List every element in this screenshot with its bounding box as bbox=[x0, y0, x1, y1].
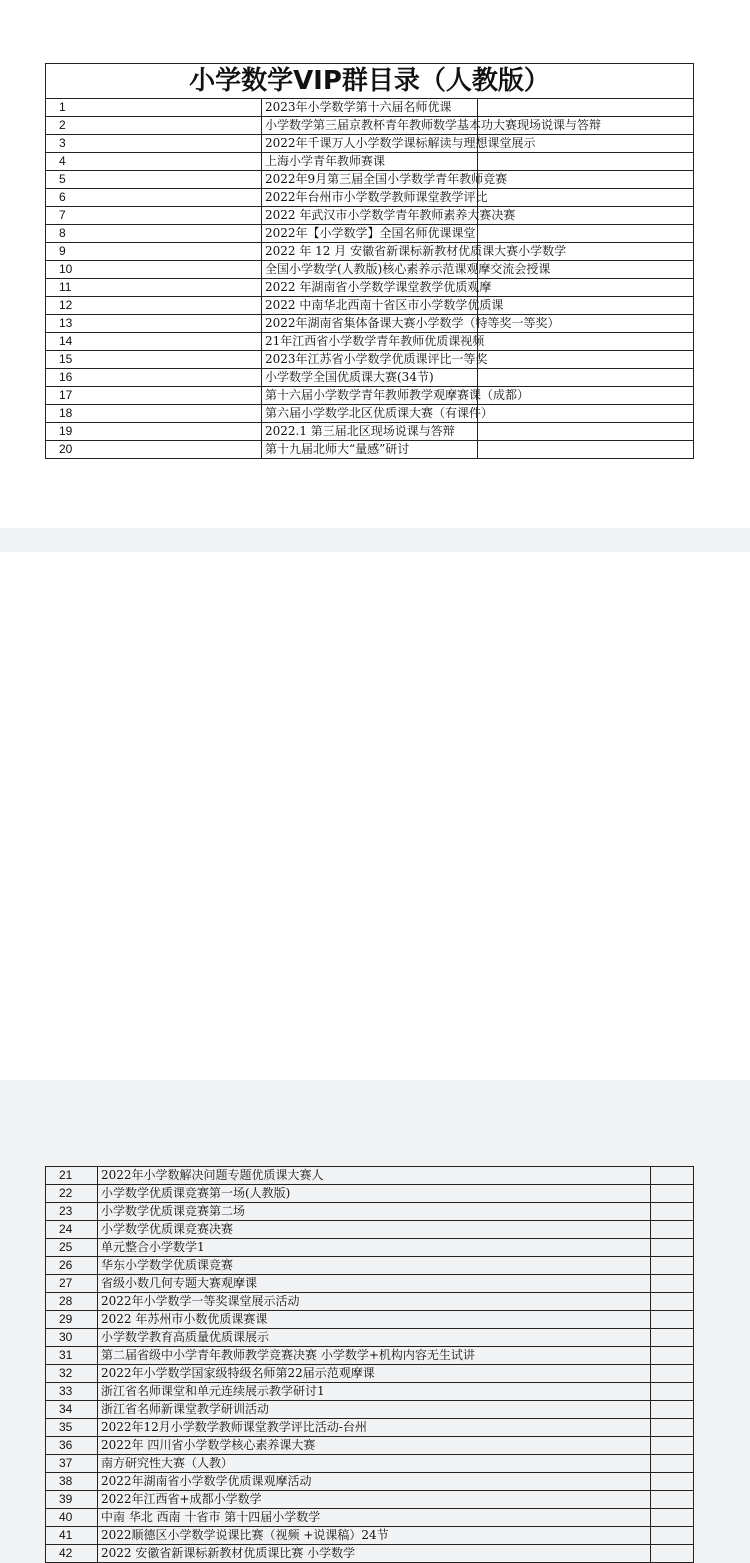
table-row bbox=[46, 1419, 694, 1437]
row-number: 20 bbox=[46, 441, 262, 459]
table-row bbox=[46, 153, 694, 171]
row-number: 1 bbox=[46, 99, 262, 117]
table-row bbox=[46, 171, 694, 189]
row-number: 35 bbox=[46, 1419, 98, 1437]
row-title: 小学数学教育高质量优质课展示 bbox=[98, 1329, 651, 1347]
table-row bbox=[46, 1401, 694, 1419]
row-blank-cell bbox=[651, 1329, 694, 1347]
table-row bbox=[46, 1329, 694, 1347]
row-number: 38 bbox=[46, 1473, 98, 1491]
table-row bbox=[46, 1167, 694, 1185]
row-title: 21年江西省小学数学青年教师优质课视频 bbox=[262, 333, 478, 351]
table-row bbox=[46, 243, 694, 261]
row-title: 小学数学第三届京教杯青年教师数学基本功大赛现场说课与答辩 bbox=[262, 117, 478, 135]
row-blank-cell bbox=[478, 333, 694, 351]
table-row bbox=[46, 1239, 694, 1257]
row-number: 40 bbox=[46, 1509, 98, 1527]
row-blank-cell bbox=[478, 279, 694, 297]
table-row bbox=[46, 99, 694, 117]
row-blank-cell bbox=[651, 1437, 694, 1455]
row-title: 2022 年 12 月 安徽省新课标新教材优质课大赛小学数学 bbox=[262, 243, 478, 261]
row-title: 浙江省名师课堂和单元连续展示教学研讨1 bbox=[98, 1383, 651, 1401]
row-blank-cell bbox=[478, 99, 694, 117]
row-title: 2023年江苏省小学数学优质课评比一等奖 bbox=[262, 351, 478, 369]
row-number: 13 bbox=[46, 315, 262, 333]
row-number: 41 bbox=[46, 1527, 98, 1545]
row-title: 全国小学数学(人教版)核心素养示范课观摩交流会授课 bbox=[262, 261, 478, 279]
row-number: 21 bbox=[46, 1167, 98, 1185]
table-row bbox=[46, 387, 694, 405]
row-title: 上海小学青年教师赛课 bbox=[262, 153, 478, 171]
row-number: 29 bbox=[46, 1311, 98, 1329]
row-blank-cell bbox=[478, 405, 694, 423]
row-number: 2 bbox=[46, 117, 262, 135]
table-row bbox=[46, 1203, 694, 1221]
table-row bbox=[46, 189, 694, 207]
catalog-table-1 bbox=[45, 63, 694, 459]
row-title: 2022 中南华北西南十省区市小学数学优质课 bbox=[262, 297, 478, 315]
row-title: 2022年【小学数学】全国名师优课课堂 bbox=[262, 225, 478, 243]
row-number: 37 bbox=[46, 1455, 98, 1473]
row-title: 第二届省级中小学青年教师教学竞赛决赛 小学数学+机构内容无生试讲 bbox=[98, 1347, 651, 1365]
row-number: 10 bbox=[46, 261, 262, 279]
row-title: 2022年江西省+成都小学数学 bbox=[98, 1491, 651, 1509]
row-title: 2022 安徽省新课标新教材优质课比赛 小学数学 bbox=[98, 1545, 651, 1563]
row-number: 24 bbox=[46, 1221, 98, 1239]
row-title: 小学数学优质课竞赛决赛 bbox=[98, 1221, 651, 1239]
table-row bbox=[46, 1545, 694, 1563]
row-blank-cell bbox=[651, 1383, 694, 1401]
row-number: 9 bbox=[46, 243, 262, 261]
title-row bbox=[46, 64, 694, 99]
row-blank-cell bbox=[478, 189, 694, 207]
row-blank-cell bbox=[478, 297, 694, 315]
table-row bbox=[46, 1473, 694, 1491]
page-2 bbox=[0, 552, 750, 1560]
table-row bbox=[46, 1311, 694, 1329]
row-blank-cell bbox=[651, 1275, 694, 1293]
row-title: 第十九届北师大“量感”研讨 bbox=[262, 441, 478, 459]
row-blank-cell bbox=[651, 1311, 694, 1329]
row-blank-cell bbox=[478, 153, 694, 171]
row-number: 23 bbox=[46, 1203, 98, 1221]
row-blank-cell bbox=[651, 1545, 694, 1563]
row-title: 2022年千课万人小学数学课标解读与理想课堂展示 bbox=[262, 135, 478, 153]
row-title: 2022年 四川省小学数学核心素养课大赛 bbox=[98, 1437, 651, 1455]
table-row bbox=[46, 423, 694, 441]
row-blank-cell bbox=[651, 1293, 694, 1311]
table-row bbox=[46, 135, 694, 153]
row-blank-cell bbox=[478, 423, 694, 441]
row-number: 18 bbox=[46, 405, 262, 423]
table-row bbox=[46, 1509, 694, 1527]
row-title: 南方研究性大赛（人教） bbox=[98, 1455, 651, 1473]
row-blank-cell bbox=[651, 1365, 694, 1383]
row-number: 42 bbox=[46, 1545, 98, 1563]
row-number: 7 bbox=[46, 207, 262, 225]
row-number: 5 bbox=[46, 171, 262, 189]
row-blank-cell bbox=[651, 1455, 694, 1473]
row-blank-cell bbox=[651, 1185, 694, 1203]
row-title: 2022.1 第三届北区现场说课与答辩 bbox=[262, 423, 478, 441]
row-title: 2022年小学数学一等奖课堂展示活动 bbox=[98, 1293, 651, 1311]
row-title: 小学数学优质课竞赛第一场(人教版) bbox=[98, 1185, 651, 1203]
row-title: 2022顺德区小学数学说课比赛（视频 +说课稿）24节 bbox=[98, 1527, 651, 1545]
row-blank-cell bbox=[651, 1491, 694, 1509]
table-row bbox=[46, 225, 694, 243]
row-number: 22 bbox=[46, 1185, 98, 1203]
table-row bbox=[46, 207, 694, 225]
row-title: 第六届小学数学北区优质课大赛（有课件） bbox=[262, 405, 478, 423]
row-blank-cell bbox=[651, 1527, 694, 1545]
row-blank-cell bbox=[478, 171, 694, 189]
row-number: 28 bbox=[46, 1293, 98, 1311]
table-row bbox=[46, 405, 694, 423]
row-blank-cell bbox=[651, 1239, 694, 1257]
row-title: 单元整合小学数学1 bbox=[98, 1239, 651, 1257]
row-title: 2022 年武汉市小学数学青年教师素养大赛决赛 bbox=[262, 207, 478, 225]
row-title: 2022 年湖南省小学数学课堂教学优质观摩 bbox=[262, 279, 478, 297]
row-number: 30 bbox=[46, 1329, 98, 1347]
row-blank-cell bbox=[651, 1509, 694, 1527]
row-title: 2023年小学数学第十六届名师优课 bbox=[262, 99, 478, 117]
row-number: 8 bbox=[46, 225, 262, 243]
row-number: 14 bbox=[46, 333, 262, 351]
row-blank-cell bbox=[478, 441, 694, 459]
row-blank-cell bbox=[651, 1257, 694, 1275]
row-title: 2022年小学数学国家级特级名师第22届示范观摩课 bbox=[98, 1365, 651, 1383]
table-row bbox=[46, 333, 694, 351]
table-row bbox=[46, 351, 694, 369]
row-number: 34 bbox=[46, 1401, 98, 1419]
row-blank-cell bbox=[651, 1203, 694, 1221]
table-row bbox=[46, 1221, 694, 1239]
row-number: 6 bbox=[46, 189, 262, 207]
row-title: 小学数学全国优质课大赛(34节) bbox=[262, 369, 478, 387]
table-row bbox=[46, 1347, 694, 1365]
row-blank-cell bbox=[651, 1221, 694, 1239]
row-number: 33 bbox=[46, 1383, 98, 1401]
table-row bbox=[46, 297, 694, 315]
table-row bbox=[46, 279, 694, 297]
row-title: 第十六届小学数学青年教师教学观摩赛课（成都） bbox=[262, 387, 478, 405]
table-row bbox=[46, 369, 694, 387]
row-title: 2022年12月小学数学教师课堂教学评比活动-台州 bbox=[98, 1419, 651, 1437]
table-row bbox=[46, 1365, 694, 1383]
row-number: 15 bbox=[46, 351, 262, 369]
table-row bbox=[46, 1527, 694, 1545]
row-title: 省级小数几何专题大赛观摩课 bbox=[98, 1275, 651, 1293]
row-number: 31 bbox=[46, 1347, 98, 1365]
row-title: 2022年湖南省小学数学优质课观摩活动 bbox=[98, 1473, 651, 1491]
row-blank-cell bbox=[478, 351, 694, 369]
row-number: 17 bbox=[46, 387, 262, 405]
row-title: 2022年9月第三届全国小学数学青年教师竞赛 bbox=[262, 171, 478, 189]
row-number: 39 bbox=[46, 1491, 98, 1509]
catalog-table-2 bbox=[45, 1166, 694, 1563]
row-number: 26 bbox=[46, 1257, 98, 1275]
row-number: 11 bbox=[46, 279, 262, 297]
row-blank-cell bbox=[651, 1167, 694, 1185]
row-number: 3 bbox=[46, 135, 262, 153]
row-title: 中南 华北 西南 十省市 第十四届小学数学 bbox=[98, 1509, 651, 1527]
table-row bbox=[46, 1293, 694, 1311]
row-number: 4 bbox=[46, 153, 262, 171]
row-number: 36 bbox=[46, 1437, 98, 1455]
row-blank-cell bbox=[478, 369, 694, 387]
page-1 bbox=[0, 0, 750, 528]
table-row bbox=[46, 1257, 694, 1275]
table-row bbox=[46, 441, 694, 459]
row-title: 2022年小学数解决问题专题优质课大赛人 bbox=[98, 1167, 651, 1185]
table-row bbox=[46, 1437, 694, 1455]
row-blank-cell bbox=[651, 1419, 694, 1437]
row-number: 16 bbox=[46, 369, 262, 387]
row-blank-cell bbox=[651, 1401, 694, 1419]
row-title: 2022年台州市小学数学教师课堂教学评比 bbox=[262, 189, 478, 207]
table-row bbox=[46, 1275, 694, 1293]
row-number: 25 bbox=[46, 1239, 98, 1257]
row-number: 32 bbox=[46, 1365, 98, 1383]
row-number: 12 bbox=[46, 297, 262, 315]
row-title: 小学数学优质课竞赛第二场 bbox=[98, 1203, 651, 1221]
table-row bbox=[46, 261, 694, 279]
row-title: 2022年湖南省集体备课大赛小学数学（特等奖一等奖） bbox=[262, 315, 478, 333]
row-blank-cell bbox=[651, 1347, 694, 1365]
row-title: 华东小学数学优质课竞赛 bbox=[98, 1257, 651, 1275]
catalog-title: 小学数学VIP群目录（人教版） bbox=[46, 64, 694, 99]
row-number: 27 bbox=[46, 1275, 98, 1293]
table-row bbox=[46, 117, 694, 135]
row-number: 19 bbox=[46, 423, 262, 441]
row-title: 浙江省名师新课堂教学研训活动 bbox=[98, 1401, 651, 1419]
table-row bbox=[46, 1455, 694, 1473]
table-row bbox=[46, 1491, 694, 1509]
row-blank-cell bbox=[478, 225, 694, 243]
row-blank-cell bbox=[651, 1473, 694, 1491]
table-row bbox=[46, 1185, 694, 1203]
row-title: 2022 年苏州市小数优质课赛课 bbox=[98, 1311, 651, 1329]
table-row bbox=[46, 1383, 694, 1401]
table-row bbox=[46, 315, 694, 333]
